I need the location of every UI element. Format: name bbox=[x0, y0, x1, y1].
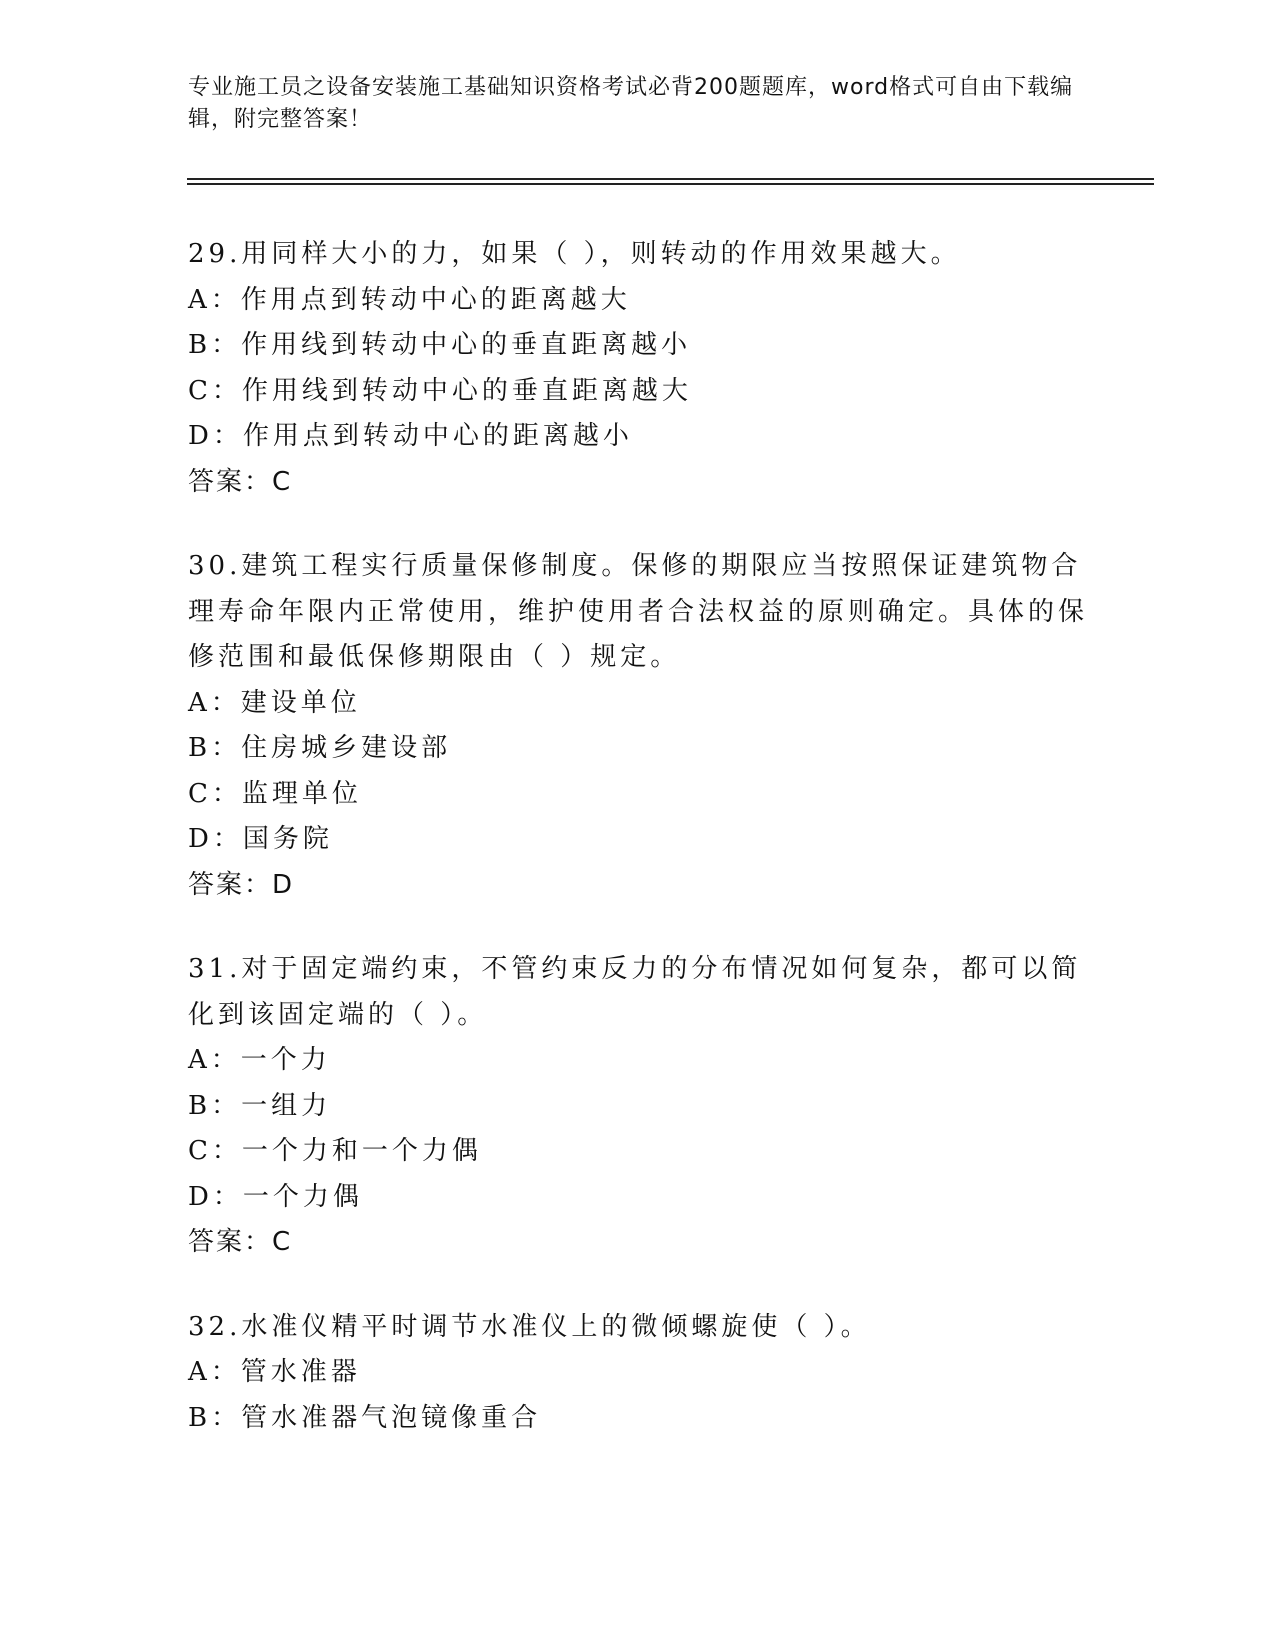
option-d: D：国务院 bbox=[188, 824, 333, 854]
option-c: C：监理单位 bbox=[188, 778, 362, 809]
option-b: B：一组力 bbox=[188, 1090, 332, 1121]
answer-line: 答案：D bbox=[188, 869, 295, 900]
question-stem: 31.对于固定端约束，不管约束反力的分布情况如何复杂，都可以简化到该固定端的（ ）。 bbox=[188, 954, 1082, 1030]
option-d: D：作用点到转动中心的距离越小 bbox=[188, 421, 633, 451]
option-a: A：建设单位 bbox=[188, 687, 361, 718]
option-c: C：作用线到转动中心的垂直距离越大 bbox=[188, 375, 692, 406]
answer-line: 答案：C bbox=[188, 1227, 293, 1257]
option-c: C：一个力和一个力偶 bbox=[188, 1136, 482, 1166]
header-divider-bottom bbox=[187, 183, 1154, 185]
question-list bbox=[188, 232, 1088, 1480]
option-b: B：管水准器气泡镜像重合 bbox=[188, 1402, 542, 1433]
option-a: A：作用点到转动中心的距离越大 bbox=[188, 284, 631, 315]
option-a: A：管水准器 bbox=[188, 1357, 361, 1387]
question-32 bbox=[188, 1305, 1088, 1442]
option-b: B：作用线到转动中心的垂直距离越小 bbox=[188, 330, 692, 360]
option-b: B：住房城乡建设部 bbox=[188, 733, 452, 763]
question-stem: 32.水准仪精平时调节水准仪上的微倾螺旋使（ ）。 bbox=[188, 1311, 871, 1342]
document-header: 专业施工员之设备安装施工基础知识资格考试必背200题题库，word格式可自由下载编辑，附完整答案！ bbox=[188, 75, 1074, 132]
question-31 bbox=[188, 947, 1088, 1266]
option-d: D：一个力偶 bbox=[188, 1181, 363, 1212]
question-stem: 29.用同样大小的力，如果（ ），则转动的作用效果越大。 bbox=[188, 239, 961, 269]
header-divider-top bbox=[187, 178, 1154, 180]
option-a: A：一个力 bbox=[188, 1045, 331, 1075]
question-stem: 30.建筑工程实行质量保修制度。保修的期限应当按照保证建筑物合理寿命年限内正常使用，维护使用者合法权益的原则确定。具体的保修范围和最低保修期限由（ ）规定。 bbox=[188, 551, 1089, 672]
question-29 bbox=[188, 232, 1088, 505]
question-30 bbox=[188, 544, 1088, 908]
answer-line: 答案：C bbox=[188, 466, 293, 497]
